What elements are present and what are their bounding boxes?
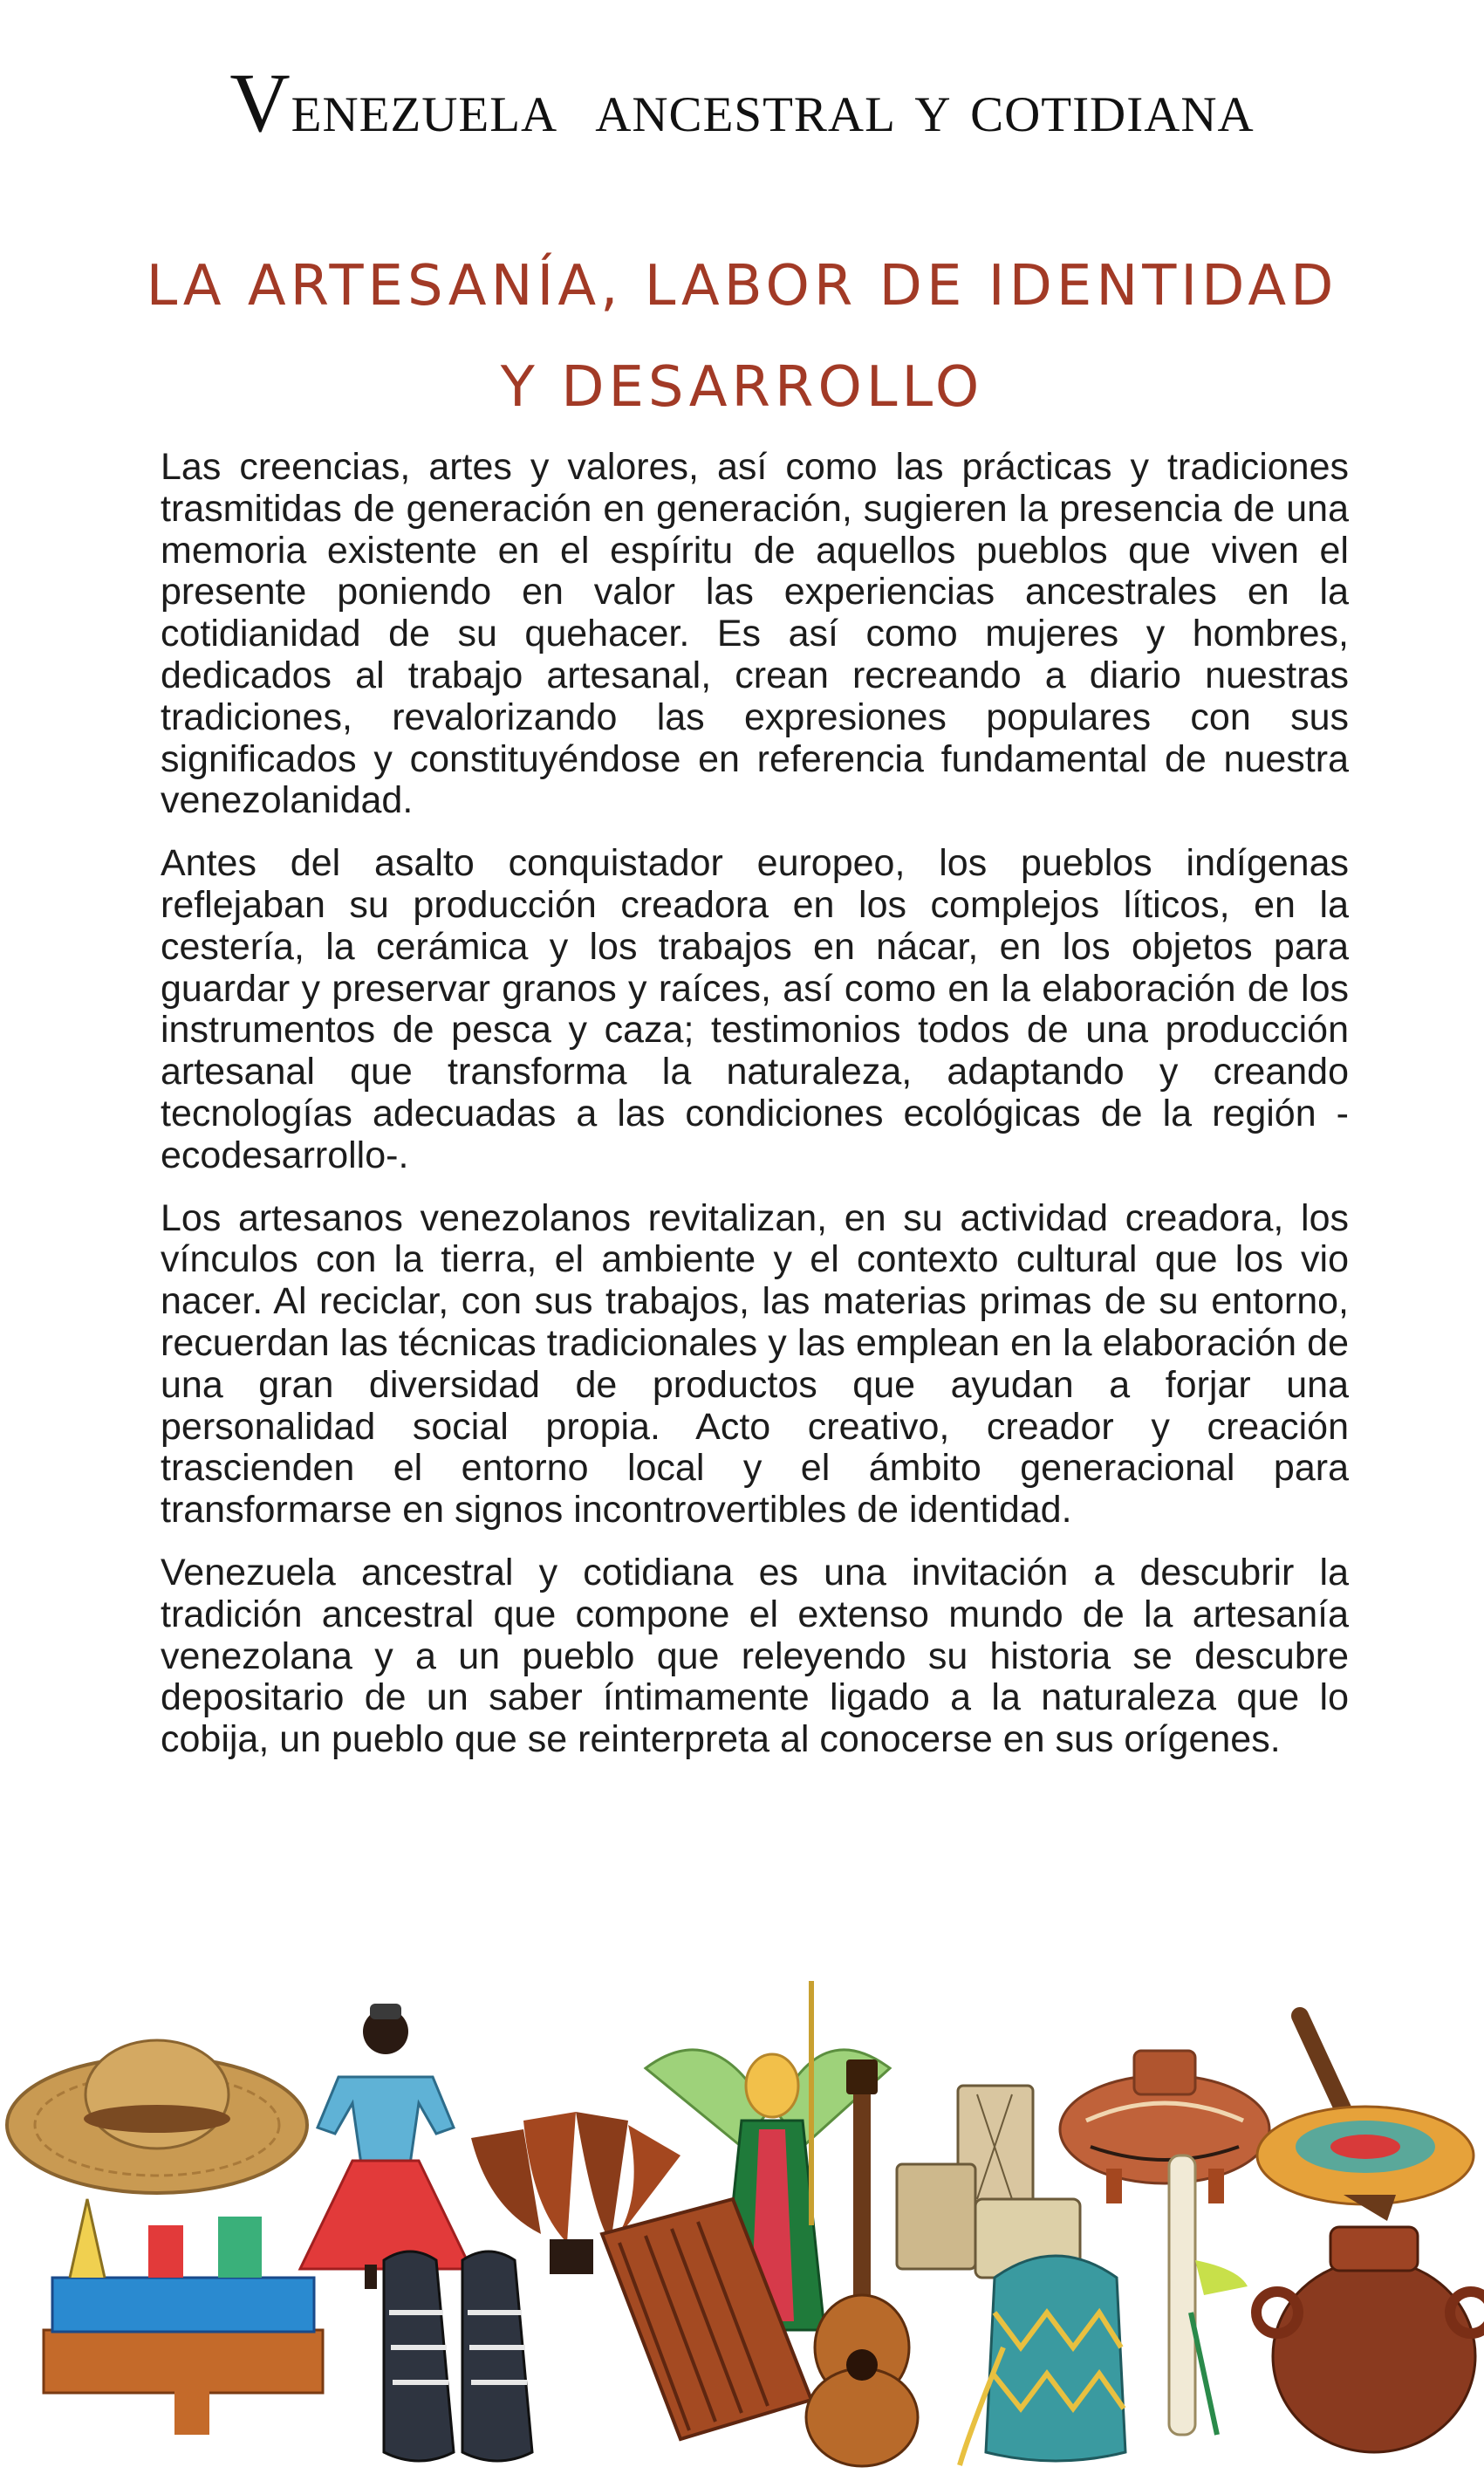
woven-mochila-illustration <box>960 2256 1125 2465</box>
paragraph-4: Venezuela ancestral y cotidiana es una invitación a descubrir la tradición ancestral que compone el extenso mundo de la artesanía venezolana y a un pueblo que releyendo su historia se descubre depositario de un saber íntimamente ligado a la naturaleza que lo cobija, un pueblo que se reinterpreta al conocerse en sus orígenes. <box>161 1551 1349 1761</box>
spinning-top-illustration <box>1257 2016 1474 2221</box>
crafts-collage <box>0 1981 1484 2474</box>
paragraph-1: Las creencias, artes y valores, así como las prácticas y tradiciones trasmitidas de generación en generación, sugieren la presencia de una memoria existente en el espíritu de aquellos pueblos que viven el presente poniendo en valor las experiencias ancestrales en la cotidianidad de su quehacer. Es así como mujeres y hombres, dedicados al trabajo artesanal, crean recreando a diario nuestras tradiciones, revalorizando las expresiones populares con sus significados y constituyéndose en referencia fundamental de nuestra venezolanidad. <box>161 446 1349 822</box>
straw-hat-illustration <box>7 2040 307 2193</box>
paragraph-3: Los artesanos venezolanos revitalizan, en su actividad creadora, los vínculos con la tierra, el ambiente y el contexto cultural que los vio nacer. Al reciclar, con sus trabajos, las materias primas de su entorno, recuerdan las técnicas tradicionales y las emplean en la elaboración de una gran diversidad de productos que ayudan a forjar una personalidad social propia. Acto creativo, creador y creación trascienden el entorno local y el ámbito generacional para transformarse en signos incontrovertibles de identidad. <box>161 1196 1349 1532</box>
page-subtitle <box>0 236 1484 438</box>
title-initial: V <box>229 56 291 149</box>
cloth-doll-illustration <box>300 2004 471 2289</box>
clay-pot-illustration <box>1060 2051 1269 2203</box>
wooden-toy-scene-illustration <box>44 2199 323 2435</box>
espadrilles-illustration <box>384 2251 532 2461</box>
subtitle-line-2: Y DESARROLLO <box>500 355 984 420</box>
drums-illustration <box>897 2086 1080 2278</box>
subtitle-line-1: LA ARTESANÍA, LABOR DE IDENTIDAD <box>146 254 1338 319</box>
title-rest: enezuela ancestral y cotidiana <box>291 67 1255 147</box>
body-text <box>161 447 1349 1782</box>
paragraph-2: Antes del asalto conquistador europeo, los pueblos indígenas reflejaban su producción creadora en los complejos líticos, en la cestería, la cerámica y los trabajos en nácar, en los objetos para guardar y preservar granos y raíces, así como en la elaboración de los instrumentos de pesca y caza; testimonios todos de una producción artesanal que transforma la naturaleza, adaptando y creando tecnologías adecuadas a las condiciones ecológicas de la región -ecodesarrollo-. <box>161 842 1349 1176</box>
clay-jar-illustration <box>1256 2227 1484 2452</box>
page-title <box>0 56 1484 149</box>
